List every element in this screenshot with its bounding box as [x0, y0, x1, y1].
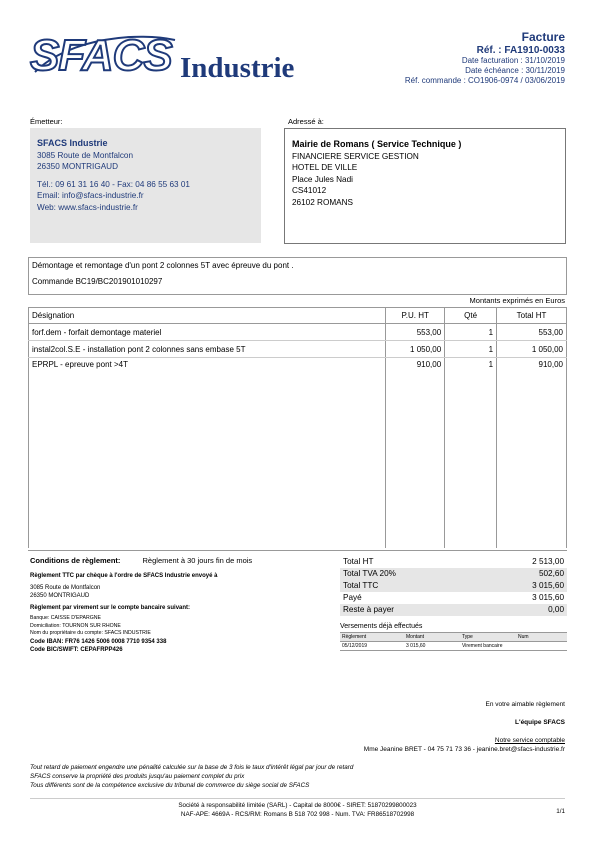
- payments-header-row: [340, 633, 567, 642]
- payment-num: [516, 642, 567, 651]
- total-label: Total TVA 20%: [343, 569, 396, 578]
- recipient-line1: FINANCIERE SERVICE GESTION: [292, 151, 419, 161]
- invoice-title: Facture: [521, 30, 565, 44]
- issuer-address2: 26350 MONTRIGAUD: [37, 162, 118, 171]
- total-value: 3 015,60: [532, 593, 564, 602]
- row-total: 553,00: [497, 324, 567, 341]
- payment-type: Virement bancaire: [460, 642, 516, 651]
- total-label: Total TTC: [343, 581, 379, 590]
- recipient-line5: 26102 ROMANS: [292, 197, 353, 207]
- payments-table: [340, 632, 567, 651]
- team-name: L'équipe SFACS: [515, 719, 565, 726]
- conditions-value: Règlement à 30 jours fin de mois: [142, 556, 253, 565]
- company-logo: [30, 30, 320, 90]
- signature-block: [364, 700, 565, 754]
- issuer-label: Émetteur:: [30, 117, 63, 126]
- due-date: Date échéance : 30/11/2019: [465, 66, 565, 75]
- total-ht-row: [340, 556, 567, 568]
- table-bottom-border: [28, 550, 567, 551]
- row-pu: 910,00: [386, 358, 445, 548]
- payments-col-montant: Montant: [404, 633, 460, 642]
- table-row: [29, 324, 567, 341]
- row-qte: 1: [445, 324, 497, 341]
- legal-line1: Tout retard de paiement engendre une pénalité calculée sur la base de 3 fois le taux d'intérêt légal par jour de retard: [30, 764, 354, 771]
- logo-sfacs-text: SFACS: [30, 31, 172, 80]
- row-total: 1 050,00: [497, 341, 567, 358]
- total-value: 3 015,60: [532, 581, 564, 590]
- legal-line3: Tous différents sont de la compétence exclusive du tribunal de commerce du siège social de SFACS: [30, 782, 310, 789]
- invoice-header: [405, 30, 565, 86]
- logo-industrie-text: Industrie: [180, 52, 295, 84]
- payments-col-type: Type: [460, 633, 516, 642]
- invoice-ref: Réf. : FA1910-0033: [476, 45, 565, 56]
- total-label: Reste à payer: [343, 605, 394, 614]
- payment-conditions: [30, 556, 330, 654]
- footer-line2: NAF-APE: 4669A - RCS/RM: Romans B 518 702 998 - Num. TVA: FR86518702998: [180, 811, 415, 818]
- contact-line: Mme Jeanine BRET - 04 75 71 73 36 - jeanine.bret@sfacs-industrie.fr: [363, 746, 565, 753]
- total-value: 502,60: [538, 569, 564, 578]
- paid-row: [340, 592, 567, 604]
- invoice-date: Date facturation : 31/10/2019: [461, 56, 565, 65]
- row-pu: 553,00: [386, 324, 445, 341]
- recipient-line2: HOTEL DE VILLE: [292, 163, 358, 172]
- payments-col-reglement: Règlement: [340, 633, 404, 642]
- account-owner: Nom du propriétaire du compte: SFACS INDUSTRIE: [30, 630, 151, 636]
- page-footer: [30, 798, 565, 819]
- row-qte: 1: [445, 341, 497, 358]
- row-designation: instal2col.S.E - installation pont 2 colonnes sans embase 5T: [29, 341, 386, 358]
- page-number: 1/1: [556, 808, 565, 815]
- issuer-phone: Tél.: 09 61 31 16 40 - Fax: 04 86 55 63 01: [37, 179, 190, 189]
- table-row: [29, 341, 567, 358]
- accounting-service: Notre service comptable: [494, 737, 565, 744]
- footer-line1: Société à responsabilité limitée (SARL) - Capital de 8000€ - SIRET: 51870299800023: [178, 802, 417, 809]
- items-table: [28, 307, 567, 548]
- closing-line: En votre aimable règlement: [485, 701, 565, 708]
- row-designation: EPRPL - epreuve pont >4T: [29, 358, 386, 548]
- iban-code: Code IBAN: FR76 1426 5006 0008 7710 9354 338: [30, 638, 167, 645]
- issuer-box: [30, 128, 261, 243]
- recipient-box: [284, 128, 566, 244]
- description-line1: Démontage et remontage d'un pont 2 colonnes 5T avec épreuve du pont .: [32, 261, 294, 270]
- cheque-title: Règlement TTC par chèque à l'ordre de SFACS Industrie envoyé à: [30, 573, 218, 579]
- bank-name: Banque: CAISSE D'EPARGNE: [30, 615, 101, 621]
- bank-domiciliation: Domiciliation: TOURNON SUR RHONE: [30, 622, 121, 629]
- total-ttc-row: [340, 580, 567, 592]
- row-designation: forf.dem - forfait demontage materiel: [29, 324, 386, 341]
- recipient-label: Adressé à:: [288, 117, 324, 126]
- total-value: 0,00: [548, 605, 564, 614]
- table-row: [29, 358, 567, 548]
- invoice-description: [28, 257, 567, 295]
- issuer-name: SFACS Industrie: [37, 138, 108, 148]
- currency-note: Montants exprimés en Euros: [469, 296, 565, 305]
- col-qte: Qté: [445, 308, 497, 324]
- legal-line2: SFACS conserve la propriété des produits jusqu'au paiement complet du prix: [30, 773, 245, 780]
- recipient-line3: Place Jules Nadi: [292, 174, 353, 184]
- bic-code: Code BIC/SWIFT: CEPAFRPP426: [30, 646, 123, 653]
- col-designation: Désignation: [29, 308, 386, 324]
- transfer-title: Règlement par virement sur le compte bancaire suivant:: [30, 605, 191, 611]
- row-qte: 1: [445, 358, 497, 548]
- totals-box: [340, 556, 567, 616]
- order-ref: Réf. commande : CO1906-0974 / 03/06/2019: [404, 76, 565, 85]
- remaining-row: [340, 604, 567, 616]
- total-label: Payé: [343, 593, 362, 602]
- row-total: 910,00: [497, 358, 567, 548]
- col-total: Total HT: [497, 308, 567, 324]
- issuer-web: Web: www.sfacs-industrie.fr: [37, 202, 138, 212]
- issuer-address1: 3085 Route de Montfalcon: [37, 150, 134, 160]
- row-pu: 1 050,00: [386, 341, 445, 358]
- cheque-address1: 3085 Route de Montfalcon: [30, 585, 101, 591]
- description-line2: Commande BC19/BC201901010297: [32, 277, 163, 286]
- total-value: 2 513,00: [532, 557, 564, 566]
- legal-notice: [30, 763, 353, 790]
- payments-title: Versements déjà effectués: [340, 623, 423, 630]
- payment-date: 05/12/2019: [340, 642, 404, 651]
- col-pu: P.U. HT: [386, 308, 445, 324]
- table-header-row: [29, 308, 567, 324]
- cheque-address2: 26350 MONTRIGAUD: [30, 593, 90, 599]
- recipient-name: Mairie de Romans ( Service Technique ): [292, 139, 462, 149]
- issuer-email: Email: info@sfacs-industrie.fr: [37, 191, 144, 200]
- recipient-line4: CS41012: [292, 186, 327, 195]
- total-tva-row: [340, 568, 567, 580]
- payments-made: [340, 623, 567, 651]
- payments-row: [340, 642, 567, 651]
- payments-col-num: Num: [516, 633, 567, 642]
- conditions-label: Conditions de règlement:: [30, 556, 121, 565]
- payment-amount: 3 015,60: [404, 642, 460, 651]
- total-label: Total HT: [343, 557, 374, 566]
